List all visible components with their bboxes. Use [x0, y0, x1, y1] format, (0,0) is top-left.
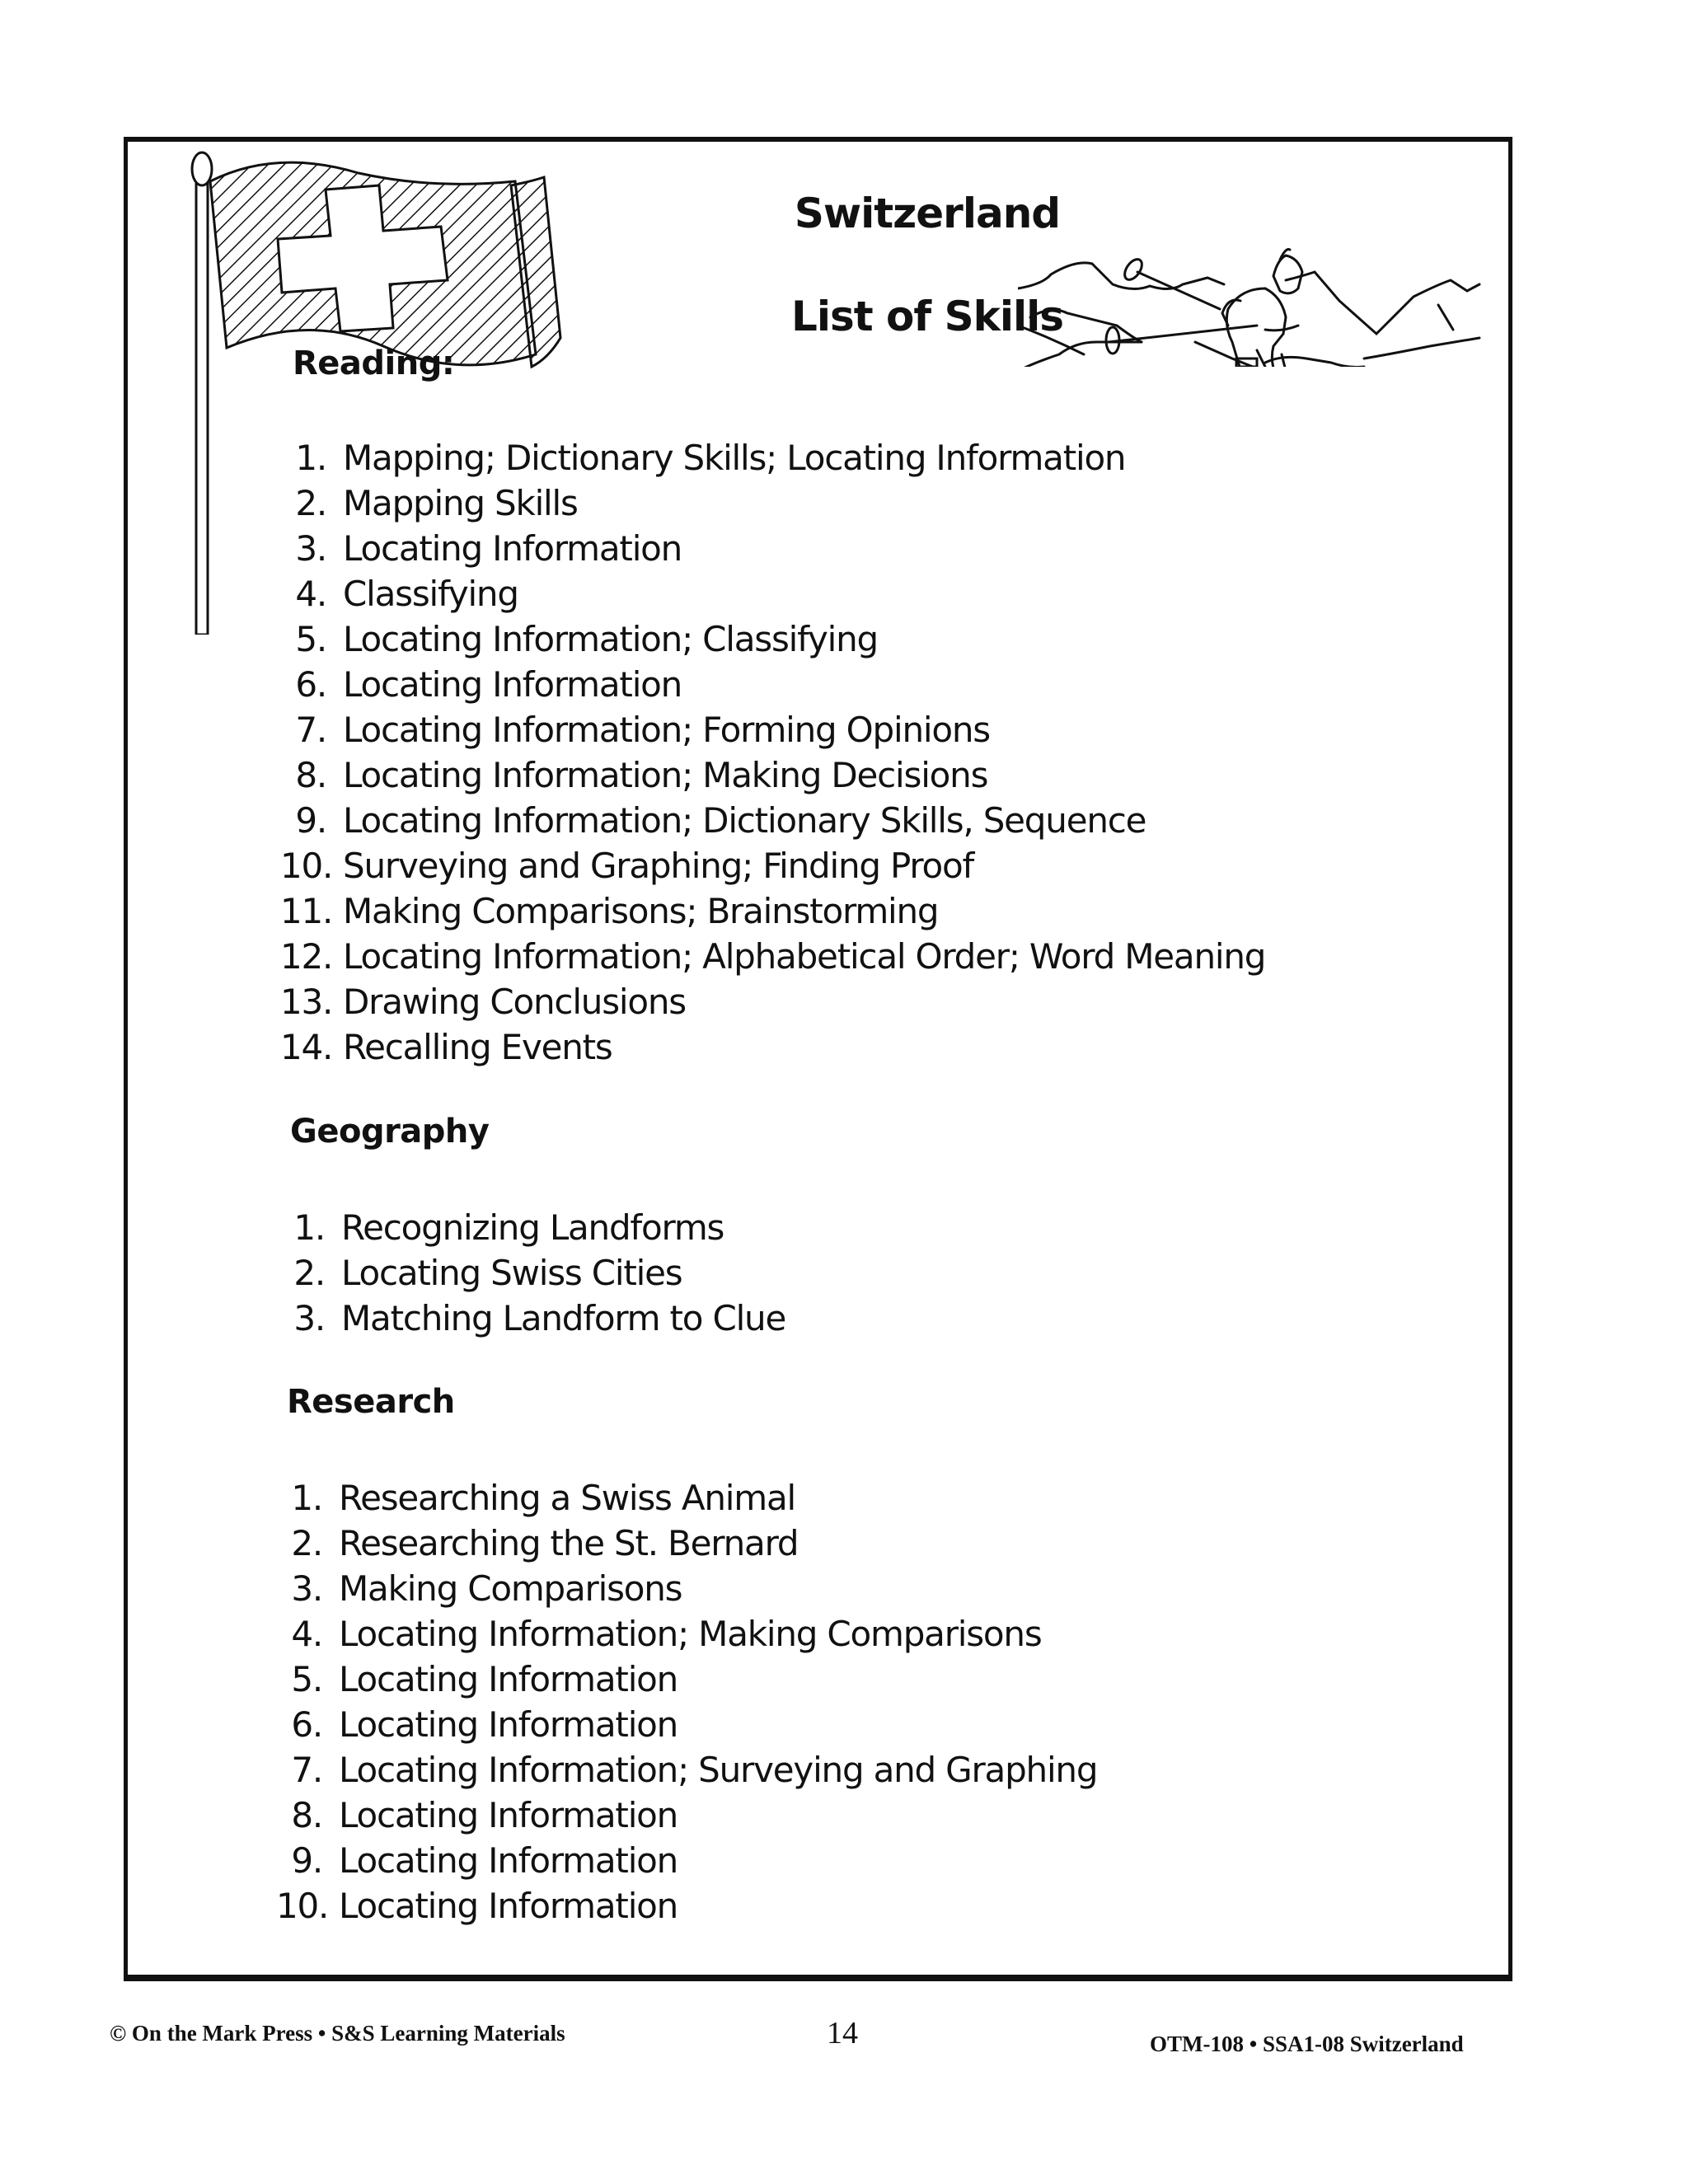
- list-item: 14. Recalling Events: [280, 1027, 612, 1067]
- list-item: 4. Classifying: [295, 574, 518, 614]
- section-heading-research: Research: [287, 1383, 455, 1421]
- list-item: 2. Mapping Skills: [295, 483, 578, 523]
- page-title: Switzerland: [794, 190, 1061, 237]
- list-item: 1. Mapping; Dictionary Skills; Locating Information: [295, 438, 1126, 478]
- list-item: 2. Locating Swiss Cities: [293, 1253, 682, 1293]
- list-item: 9. Locating Information: [291, 1840, 678, 1881]
- list-item: 8. Locating Information; Making Decisions: [295, 755, 988, 795]
- list-item: 13. Drawing Conclusions: [280, 982, 686, 1022]
- skier-mountains-icon: [1018, 194, 1496, 367]
- list-item: 7. Locating Information; Surveying and Graphing: [291, 1750, 1098, 1790]
- list-item: 10. Surveying and Graphing; Finding Proof: [280, 846, 974, 886]
- list-item: 11. Making Comparisons; Brainstorming: [280, 891, 939, 931]
- list-item: 5. Locating Information; Classifying: [295, 619, 878, 659]
- section-heading-reading: Reading:: [293, 344, 455, 382]
- page-subtitle: List of Skills: [790, 293, 1064, 340]
- list-item: 5. Locating Information: [291, 1659, 678, 1699]
- list-item: 3. Making Comparisons: [291, 1568, 682, 1609]
- reading-list: [280, 435, 1265, 1070]
- list-item: 3. Matching Landform to Clue: [293, 1298, 786, 1338]
- footer-product-code: OTM-108 • SSA1-08 Switzerland: [1150, 2032, 1464, 2056]
- geography-list: [279, 1205, 785, 1341]
- list-item: 6. Locating Information: [295, 664, 682, 705]
- list-item: 10. Locating Information: [276, 1886, 678, 1926]
- research-list: [276, 1475, 1097, 1929]
- list-item: 9. Locating Information; Dictionary Skills, Sequence: [295, 800, 1146, 841]
- list-item: 1. Researching a Swiss Animal: [291, 1478, 795, 1518]
- list-item: 4. Locating Information; Making Comparisons: [291, 1614, 1042, 1654]
- list-item: 3. Locating Information: [295, 528, 682, 569]
- footer-copyright: © On the Mark Press • S&S Learning Materials: [110, 2021, 565, 2046]
- list-item: 2. Researching the St. Bernard: [291, 1523, 799, 1563]
- list-item: 8. Locating Information: [291, 1795, 678, 1835]
- list-item: 12. Locating Information; Alphabetical Order; Word Meaning: [280, 936, 1266, 977]
- list-item: 7. Locating Information; Forming Opinions: [295, 710, 990, 750]
- list-item: 1. Recognizing Landforms: [293, 1207, 724, 1248]
- section-heading-geography: Geography: [290, 1113, 490, 1151]
- list-item: 6. Locating Information: [291, 1704, 678, 1745]
- page-number: 14: [827, 2016, 858, 2050]
